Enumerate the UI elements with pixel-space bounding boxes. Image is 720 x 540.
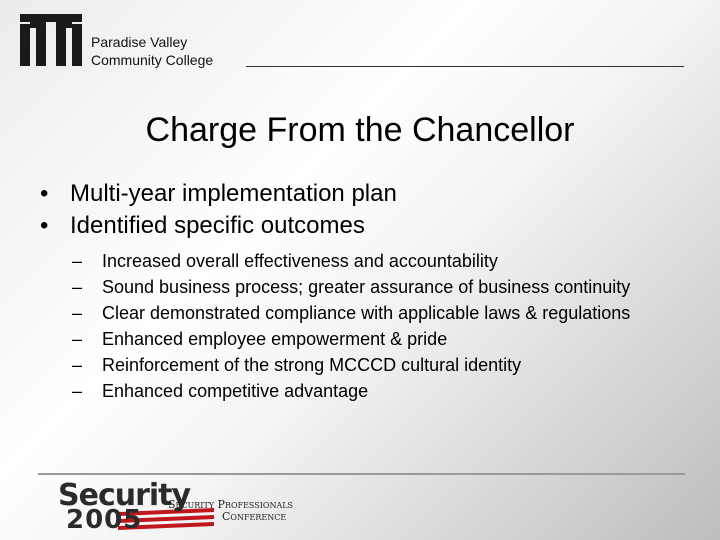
sub-bullet-item: – Enhanced competitive advantage: [72, 380, 632, 402]
bullet-item: • Identified specific outcomes: [40, 210, 680, 242]
sub-bullet-item: – Reinforcement of the strong MCCCD cultural identity: [72, 354, 632, 376]
logo-tagline-2: Conference: [222, 510, 287, 523]
bullet-item: • Multi-year implementation plan: [40, 178, 680, 210]
logo-year: 2005: [66, 505, 143, 535]
college-name-line2: Community College: [91, 52, 214, 68]
college-name: [91, 33, 213, 69]
college-name-line1: Paradise Valley: [91, 34, 188, 50]
logo-word: Security: [58, 478, 191, 513]
slide-header: [0, 0, 720, 80]
security-2005-logo: [52, 478, 312, 538]
pvcc-columns-icon: [20, 14, 82, 66]
sub-bullet-list: [72, 250, 632, 406]
slide-title: Charge From the Chancellor: [145, 111, 575, 149]
header-divider: [246, 66, 684, 67]
main-bullet-list: [40, 178, 680, 242]
sub-bullet-item: – Increased overall effectiveness and accountability: [72, 250, 632, 272]
sub-bullet-item: – Clear demonstrated compliance with applicable laws & regulations: [72, 302, 632, 324]
footer-divider: [38, 473, 685, 475]
sub-bullet-item: – Sound business process; greater assurance of business continuity: [72, 276, 632, 298]
logo-tagline-1: Security Professionals: [168, 498, 294, 511]
sub-bullet-item: – Enhanced employee empowerment & pride: [72, 328, 632, 350]
